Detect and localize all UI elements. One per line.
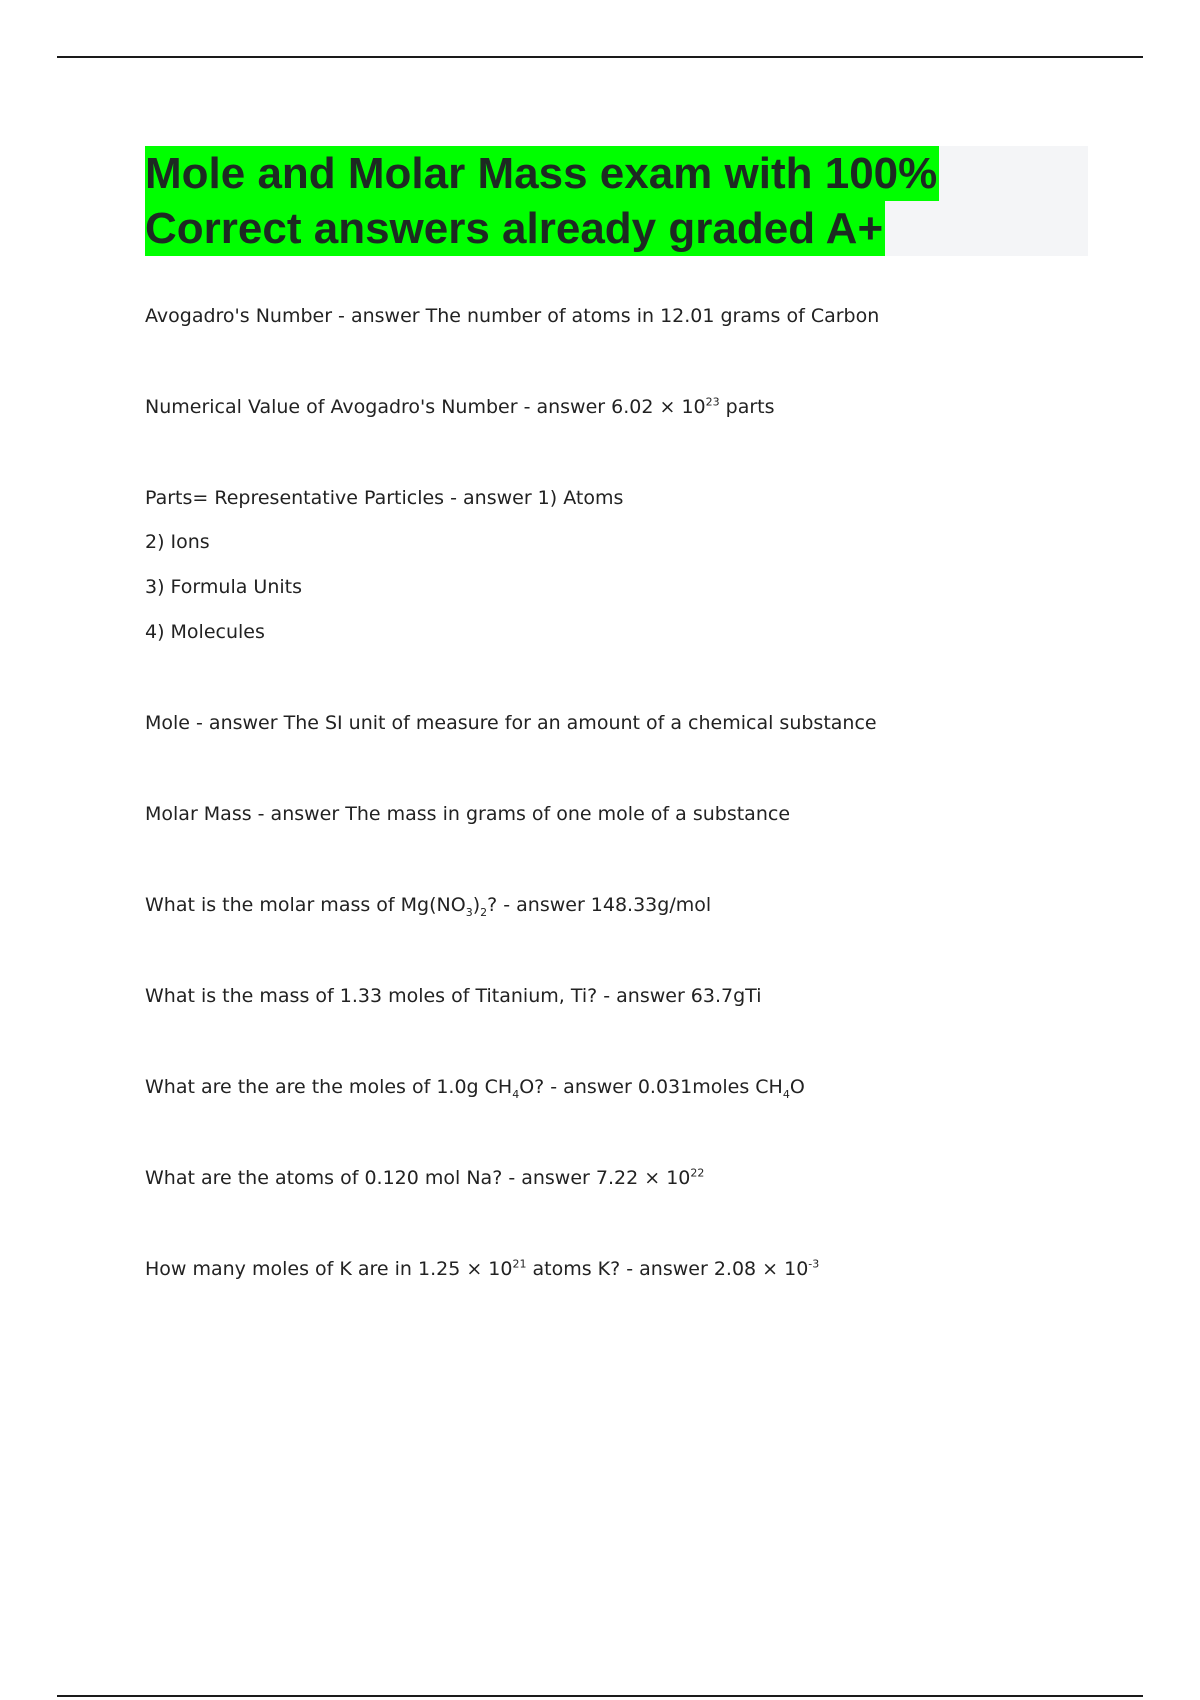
subscript: 3 (465, 905, 473, 919)
qa-potassium-text-a: How many moles of K are in 1.25 × 10 (145, 1258, 513, 1280)
qa-mole: Mole - answer The SI unit of measure for an amount of a chemical substance (145, 712, 877, 734)
qa-titanium: What is the mass of 1.33 moles of Titanium, Ti? - answer 63.7gTi (145, 985, 762, 1007)
qa-mgno3-text-b: ) (472, 894, 481, 916)
title-block (145, 146, 1088, 256)
qa-ch4o-text-a: What are the are the moles of 1.0g CH (145, 1076, 513, 1098)
exponent: 21 (512, 1257, 527, 1271)
qa-parts-item-2: 2) Ions (145, 531, 210, 553)
qa-molar-mass: Molar Mass - answer The mass in grams of one mole of a substance (145, 803, 791, 825)
footer-rule (57, 1695, 1143, 1697)
exponent: -3 (808, 1257, 820, 1271)
subscript: 4 (512, 1087, 520, 1101)
qa-mgno3 (145, 893, 711, 917)
qa-parts-item-4: 4) Molecules (145, 621, 265, 643)
qa-parts-item-3: 3) Formula Units (145, 576, 302, 598)
qa-ch4o-text-c: O (789, 1076, 805, 1098)
title-line-1: Mole and Molar Mass exam with 100% (145, 146, 939, 201)
qa-mgno3-text-a: What is the molar mass of Mg(NO (145, 894, 466, 916)
qa-potassium-moles (145, 1257, 819, 1281)
qa-avogadro: Avogadro's Number - answer The number of atoms in 12.01 grams of Carbon (145, 305, 880, 327)
qa-numerical-value (145, 395, 775, 419)
exponent: 22 (690, 1166, 705, 1180)
qa-sodium-atoms (145, 1166, 704, 1190)
header-rule (57, 56, 1143, 58)
subscript: 2 (480, 905, 488, 919)
qa-numerical-text: Numerical Value of Avogadro's Number - answer 6.02 × 10 (145, 396, 706, 418)
subscript: 4 (782, 1087, 790, 1101)
qa-ch4o (145, 1075, 805, 1099)
qa-parts: Parts= Representative Particles - answer 1) Atoms (145, 487, 624, 509)
qa-sodium-text: What are the atoms of 0.120 mol Na? - answer 7.22 × 10 (145, 1167, 691, 1189)
exponent: 23 (705, 395, 720, 409)
qa-ch4o-text-b: O? - answer 0.031moles CH (519, 1076, 783, 1098)
qa-potassium-text-b: atoms K? - answer 2.08 × 10 (526, 1258, 809, 1280)
title-line-2: Correct answers already graded A+ (145, 201, 885, 256)
qa-numerical-unit: parts (719, 396, 775, 418)
qa-mgno3-text-c: ? - answer 148.33g/mol (487, 894, 712, 916)
